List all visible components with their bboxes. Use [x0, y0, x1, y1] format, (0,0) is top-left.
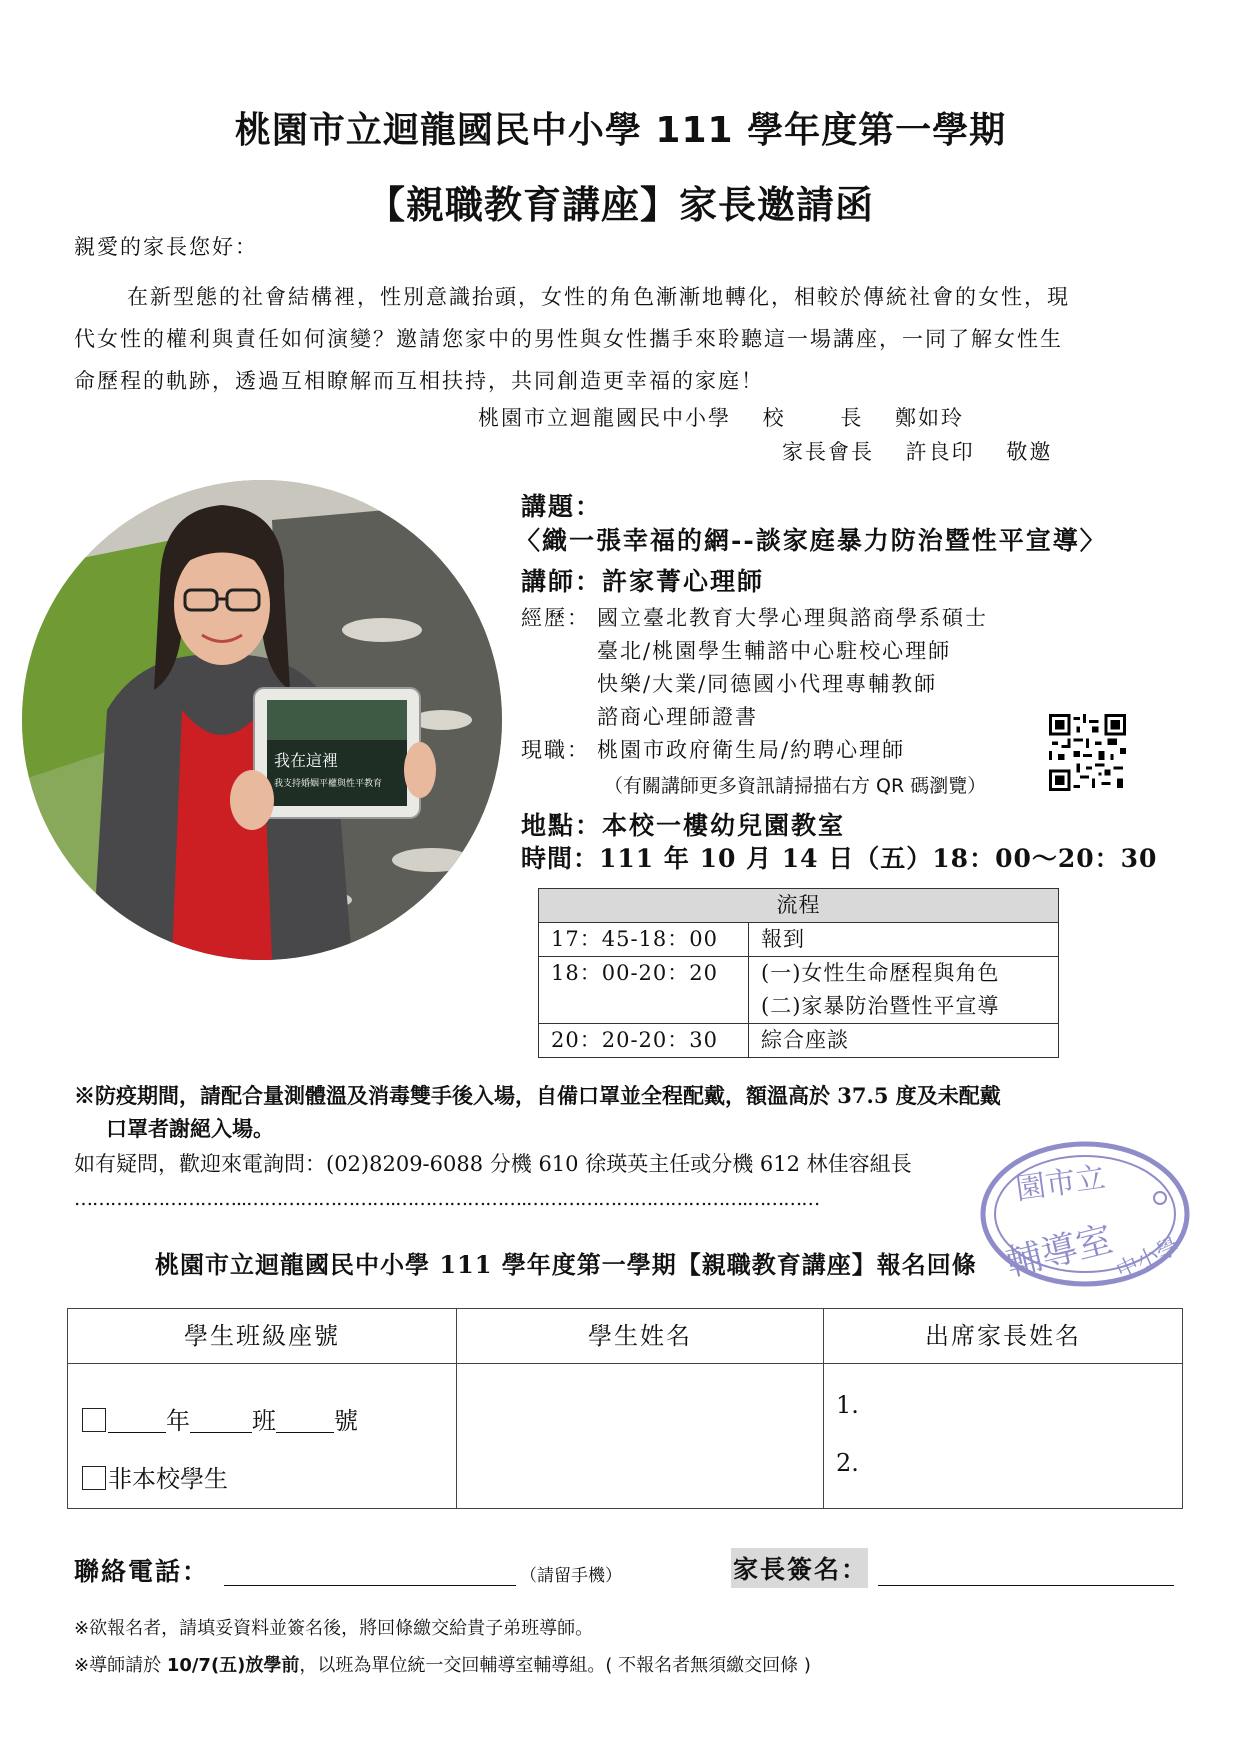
col-parent-name: 出席家長姓名 [824, 1309, 1183, 1364]
non-student-label: 非本校學生 [108, 1465, 228, 1493]
svg-text:園市立: 園市立 [1013, 1160, 1108, 1208]
schedule-row [539, 1024, 1059, 1058]
svg-text:中小學: 中小學 [1112, 1233, 1184, 1285]
epidemic-notice: ※防疫期間，請配合量測體溫及消毒雙手後入場，自備口罩並全程配戴，額溫高於 37.5 度及未配戴 [74, 1083, 1001, 1108]
page-title: 桃園市立迴龍國民中小學 111 學年度第一學期 [234, 110, 1007, 151]
resume-item: 臺北/桃園學生輔諮中心駐校心理師 [597, 639, 952, 663]
intro-line-2: 代女性的權利與責任如何演變？邀請您家中的男性與女性攜手來聆聽這一場講座，一同了解女性生 [74, 327, 1063, 351]
intro-line-1: 在新型態的社會結構裡，性別意識抬頭，女性的角色漸漸地轉化，相較於傳統社會的女性，現 [127, 285, 1070, 309]
current-student-checkbox[interactable] [82, 1408, 106, 1432]
footnote-1: ※欲報名者，請填妥資料並簽名後，將回條繳交給貴子弟班導師。 [74, 1618, 594, 1639]
parent-slot-2: 2. [836, 1449, 859, 1477]
schedule-time: 18：00-20：20 [539, 957, 749, 1024]
signature-principal: 桃園市立迴龍國民中小學 校 長 鄭如玲 [478, 406, 965, 430]
col-class-seat: 學生班級座號 [68, 1309, 457, 1364]
schedule-time: 17：45-18：00 [539, 923, 749, 957]
schedule-time: 20：20-20：30 [539, 1024, 749, 1058]
photo-sign-line2: 我支持婚姻平權與性平教育 [274, 779, 383, 789]
grade-field[interactable] [108, 1406, 166, 1433]
schedule-item: (二)家暴防治暨性平宣導 [761, 994, 1000, 1018]
current-label: 現職： [521, 738, 590, 762]
svg-text:輔導室: 輔導室 [1002, 1218, 1117, 1285]
schedule-item: 報到 [749, 923, 1059, 957]
speaker-name: 講師：許家菁心理師 [521, 567, 765, 596]
parent-slot-1: 1. [836, 1391, 859, 1419]
speaker-photo [22, 480, 502, 960]
lecture-time: 時間：111 年 10 月 14 日（五）18：00～20：30 [521, 844, 1158, 873]
phone-note: （請留手機） [520, 1566, 622, 1586]
lecture-location: 地點：本校一樓幼兒園教室 [521, 811, 846, 840]
footnote-2: ※導師請於 10/7(五)放學前，以班為單位統一交回輔導室輔導組。( 不報名者無須繳交回條 ) [74, 1655, 811, 1676]
class-field[interactable] [190, 1406, 252, 1433]
resume-item: 國立臺北教育大學心理與諮商學系碩士 [597, 606, 988, 630]
parent-name-field[interactable] [824, 1364, 1183, 1509]
signature-parent-chair: 家長會長 許良印 敬邀 [782, 440, 1053, 464]
number-label: 號 [334, 1407, 358, 1435]
schedule-header: 流程 [539, 889, 1059, 923]
reply-title: 桃園市立迴龍國民中小學 111 學年度第一學期【親職教育講座】報名回條 [155, 1250, 977, 1279]
resume-list [597, 602, 988, 734]
phone-label: 聯絡電話： [74, 1557, 210, 1586]
page-subtitle: 【親職教育講座】家長邀請函 [366, 183, 874, 227]
greeting: 親愛的家長您好： [74, 235, 258, 259]
col-student-name: 學生姓名 [457, 1309, 824, 1364]
intro-line-3: 命歷程的軌跡，透過互相瞭解而互相扶持，共同創造更幸福的家庭！ [74, 369, 764, 393]
qr-code[interactable] [1049, 714, 1126, 791]
year-label: 年 [166, 1407, 190, 1435]
epidemic-notice-cont: 口罩者謝絕入場。 [106, 1116, 274, 1141]
student-name-field[interactable] [457, 1364, 824, 1509]
current-position: 桃園市政府衛生局/約聘心理師 [597, 738, 906, 762]
signature-label: 家長簽名： [731, 1548, 868, 1588]
resume-label: 經歷： [521, 606, 590, 630]
phone-field[interactable] [224, 1557, 516, 1586]
registration-table [67, 1308, 1183, 1509]
schedule-row [539, 957, 1059, 1024]
cut-line: ………………………..…………………….………………….……………………………….………… [74, 1188, 820, 1210]
non-student-checkbox[interactable] [82, 1466, 106, 1490]
schedule-row [539, 923, 1059, 957]
number-field[interactable] [276, 1406, 334, 1433]
schedule-table [538, 888, 1059, 1058]
topic-label: 講題： [521, 492, 603, 521]
signature-field[interactable] [878, 1557, 1174, 1586]
resume-item: 快樂/大業/同德國小代理專輔教師 [597, 672, 938, 696]
contact-info: 如有疑問，歡迎來電詢問：(02)8209-6088 分機 610 徐瑛英主任或分機 612 林佳容組長 [74, 1152, 912, 1176]
schedule-item: (一)女性生命歷程與角色 [761, 961, 1000, 985]
class-label: 班 [252, 1407, 276, 1435]
qr-note: （有關講師更多資訊請掃描右方 QR 碼瀏覽） [604, 775, 987, 797]
resume-item: 諮商心理師證書 [597, 705, 758, 729]
lecture-topic: 〈織一張幸福的網--談家庭暴力防治暨性平宣導〉 [515, 526, 1107, 555]
schedule-item: 綜合座談 [749, 1024, 1059, 1058]
photo-sign-line1: 我在這裡 [274, 751, 339, 770]
